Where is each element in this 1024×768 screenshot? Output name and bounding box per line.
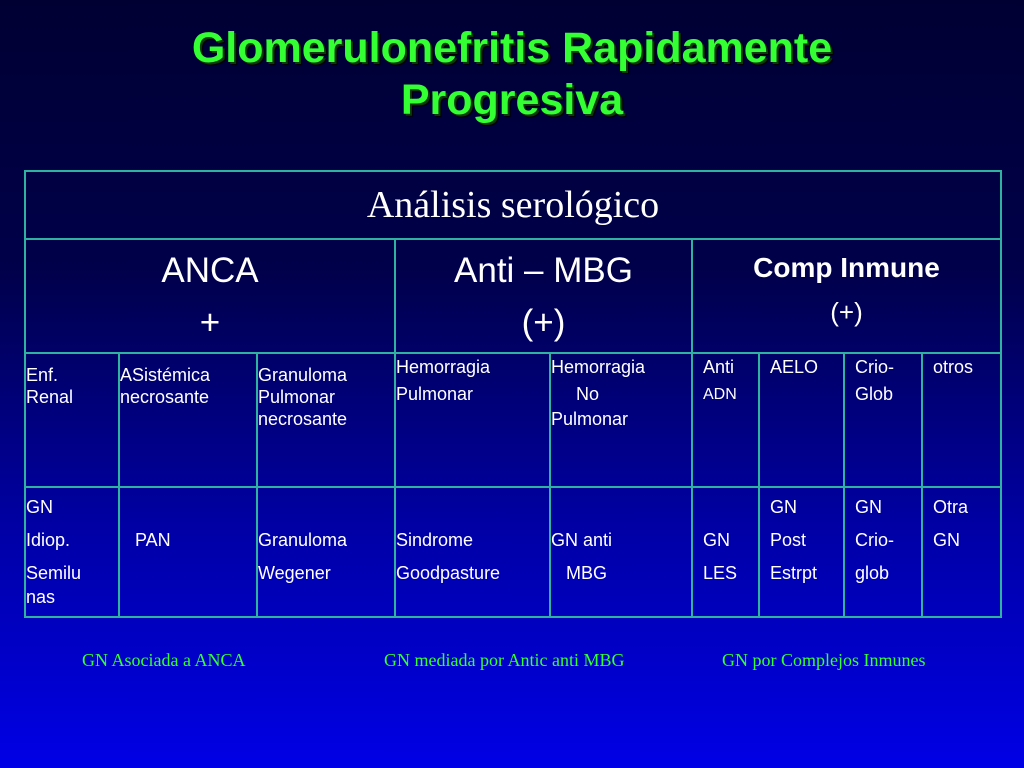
cell-line: Granuloma [258,530,348,550]
diagnosis-cell [119,487,257,617]
cell-line [396,491,549,524]
cell-line: Pulmonar [396,384,474,404]
cell-line: GN [770,497,797,517]
cell-line: Glob [855,384,894,404]
table-header: Análisis serológico [25,171,1001,239]
diagnosis-cell [844,487,922,617]
group-comp-inmune-sign: (+) [830,297,863,327]
cell-line: GN [703,530,730,550]
feature-cell [844,353,922,487]
diagnosis-cell [692,487,759,617]
cell-line: GN [26,497,53,517]
feature-cell [550,353,692,487]
serology-table [24,170,1002,618]
cell-line: Hemorragia [396,357,491,377]
cell-line: Idiop. [26,530,71,550]
cell-line: MBG [551,563,608,583]
footer-legend [0,650,1024,674]
group-anca-sign: + [199,303,221,342]
cell-line: Semilu [26,563,82,583]
group-comp-inmune-label: Comp Inmune [753,252,940,283]
group-comp-inmune [692,239,1001,353]
feature-cell [759,353,844,487]
cell-line: necrosante [258,409,348,429]
diagnosis-cell [759,487,844,617]
footer-anti-mbg: GN mediada por Antic anti MBG [384,650,625,670]
cell-line [120,491,256,524]
cell-line: otros [933,357,974,377]
features-row [25,353,1001,487]
diagnosis-cell [922,487,1001,617]
feature-cell [119,353,257,487]
cell-line: Sindrome [396,530,474,550]
cell-line: Pulmonar [551,409,629,429]
cell-line: ADN [703,386,737,403]
cell-line [258,491,394,524]
feature-cell [257,353,395,487]
feature-cell [692,353,759,487]
cell-line: GN [933,530,960,550]
group-anti-mbg-label: Anti – MBG [454,251,633,290]
cell-line: Hemorragia [551,357,646,377]
cell-line: AELO [770,357,819,377]
diagnosis-cell [550,487,692,617]
diagnosis-cell [25,487,119,617]
cell-line: Enf. [26,365,59,385]
group-anti-mbg-sign: (+) [521,303,566,342]
cell-line: nas [26,587,56,607]
cell-line: Post [770,530,807,550]
group-anca-label: ANCA [161,251,259,290]
cell-line: necrosante [120,387,210,407]
diagnosis-cell [395,487,550,617]
cell-line: Otra [933,497,969,517]
cell-line: GN anti [551,530,613,550]
cell-line: Pulmonar [258,387,336,407]
cell-line: Wegener [258,563,331,583]
diagnosis-cell [257,487,395,617]
cell-line: Crio- [855,530,894,550]
cell-line: PAN [120,530,171,550]
feature-cell [25,353,119,487]
diagnoses-row [25,487,1001,617]
cell-line: Anti [703,357,735,377]
group-anca [25,239,395,353]
cell-line: ASistémica [120,365,211,385]
cell-line: Renal [26,387,74,407]
footer-immune-complex: GN por Complejos Inmunes [722,650,926,670]
slide-title [0,22,1024,126]
cell-line: Estrpt [770,563,818,583]
cell-line: GN [855,497,882,517]
cell-line: glob [855,563,890,583]
cell-line: Crio- [855,357,894,377]
cell-line [551,491,691,524]
group-anti-mbg [395,239,692,353]
cell-line [703,491,758,524]
feature-cell [395,353,550,487]
cell-line: Granuloma [258,365,348,385]
slide-title-line-2: Progresiva [400,76,624,124]
feature-cell [922,353,1001,487]
cell-line: No [551,384,600,404]
footer-anca: GN Asociada a ANCA [82,650,246,670]
cell-line: LES [703,563,738,583]
cell-line: Goodpasture [396,563,501,583]
slide-title-line-1: Glomerulonefritis Rapidamente [191,24,833,72]
